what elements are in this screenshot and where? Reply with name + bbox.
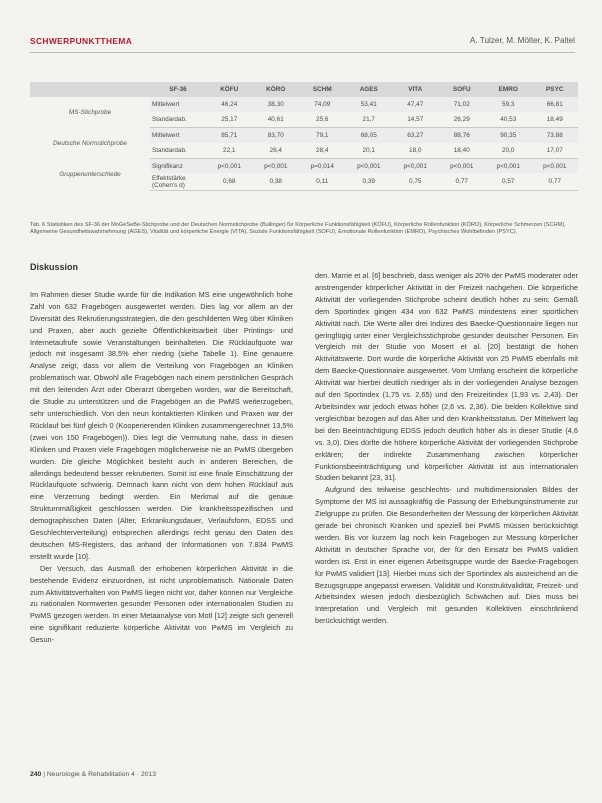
row-label: Effektstärke (Cohen's d)	[150, 173, 206, 191]
page-number: 240	[30, 771, 42, 778]
table-cell: 20,1	[346, 143, 393, 159]
table-cell: 90,35	[485, 128, 532, 144]
table-cell: p<0,001	[346, 159, 393, 174]
table-cell: 0,38	[253, 173, 300, 191]
table-cell: p<0,001	[392, 159, 439, 174]
table-cell: 21,7	[346, 112, 393, 128]
section-heading: Diskussion	[30, 262, 79, 272]
table-cell: 59,3	[485, 97, 532, 112]
table-cell: 0,11	[299, 173, 346, 191]
table-cell: 85,71	[206, 128, 253, 144]
column-header: KÖRO	[253, 82, 300, 97]
column-header: VITA	[392, 82, 439, 97]
table-cell: 40,61	[253, 112, 300, 128]
table-cell: 74,09	[299, 97, 346, 112]
column-header: SCHM	[299, 82, 346, 97]
table-cell: 46,24	[206, 97, 253, 112]
sf36-table	[30, 82, 578, 191]
table-cell: 20,0	[485, 143, 532, 159]
paragraph: Im Rahmen dieser Studie wurde für die Indikation MS eine ungewöhnlich hohe Zahl von 632 Fragebögen ausgewertet werden. Dies lag vor allem an der Diversität des Rekrutierungsstrategien, die den geschilderten Weg über Kliniken und Praxen, aber auch gezielte Öffentlichkeitsarbeit über Printings- und Internetaufrufe sowie Veranstaltungen beinhalteten. Die Rücklaufquote war jedoch mit insgesamt 38,5% eher niedrig (siehe Tabelle 1). Eine genauere Analyse zeigt, dass vor allem die Verteilung von Fragebögen an Kliniken problematisch war. Obwohl alle Fragebögen nach einem persönlichen Gespräch mit den leitenden Ärzt oder Oberarzt übergeben worden, war die Bereitschaft, die Studie zu unterstützen und die Fragebögen an die PwMS weiterzugeben, sehr unterschiedlich. Von den neun kontaktierten Kliniken und Praxen war der Rücklauf bei fünf gleich 0 (Kooperierenden Kliniken zusammengerechnet 13,5% (zwei von 150 Fragebögen)). Dies legt die Vermutung nahe, dass in diesen Kliniken und Praxen viele Fragebögen möglicherweise nie an PwMS übergeben wurden. Die gleiche Möglichkeit besteht auch in anderen Bereichen, die allerdings bedeutend besser rekrutierten. Somit ist eine finale Einschätzung der Rücklaufquote schwierig. Demnach kann nicht von dem hohen Rücklauf aus eine Verzerrung bedingt werden. Ein Merkmal auf die genaue Strukturnmäßigkeit geschlossen werden. Die krankheitsspezifischen und demographischen Daten (Alter, Erkrankungsdauer, Verlaufsform, EDSS und Geschlechterverteilung) entsprechen allerdings recht genau den Daten des deutschen MS-Registers, das anhand der Informationen von 7.834 PwMS erstellt wurde [10].	[30, 289, 293, 561]
table-cell: 79,1	[299, 128, 346, 144]
table-cell: 26,4	[253, 143, 300, 159]
group-label: Deutsche Normstichprobe	[53, 139, 127, 147]
table-caption: Tab. 6 Statistiken des SF-36 der MoGeSeBe-Stichprobe und der Deutschen Normstichprobe (Bullinger) für Körperliche Funktionsfähigkeit (KÖFU), Körperliche Rollenfunktion (KÖRO), Körperliche Schmerzen (SCHM), Allgemeine Gesundheitswahrnehmung (AGES), Vitalität und körperliche Energie (VITA), Soziale Funktionsfähigkeit (SOFU), Emotionale Rollenfunktion (EMRO), Psychisches Wohlbefinden (PSYC).	[30, 222, 566, 236]
group-label: MS-Stichprobe	[68, 108, 112, 116]
table-row	[30, 128, 578, 144]
table-cell: 53,41	[346, 97, 393, 112]
table-cell: 0,39	[346, 173, 393, 191]
column-header: AGES	[346, 82, 393, 97]
header-rule	[30, 52, 575, 53]
footer-separator: |	[43, 771, 47, 778]
table-header-row	[30, 82, 578, 97]
column-header: EMRO	[485, 82, 532, 97]
table-cell: 17,07	[532, 143, 579, 159]
text-column-left	[30, 262, 293, 646]
table-cell: 0,77	[532, 173, 579, 191]
table-cell: 71,02	[439, 97, 486, 112]
column-header: SF-36	[150, 82, 206, 97]
row-label: Standardab.	[150, 143, 206, 159]
table-cell: p=0,014	[299, 159, 346, 174]
table-cell: 25,6	[299, 112, 346, 128]
table-cell: 40,53	[485, 112, 532, 128]
table-cell: 88,76	[439, 128, 486, 144]
row-label: Mittelwert	[150, 128, 206, 144]
group-label: Gruppenunterschiede	[59, 171, 121, 178]
paragraph: den. Marrie et al. [6] beschrieb, dass weniger als 20% der PwMS moderater oder anstrengender körperlicher Aktivität in der Freizeit nachgehen. Die körperliche Aktivität der vorliegenden Stichprobe scheint deutlich höher zu sein: Gemäß dem Sportindex gingen 434 von 632 PwMS mindestens einer sportlichen Aktivität nach. Die Werte aller drei Indizes des Baecke-Questionnaire liegen nur geringfügig unter einer Vergleichsstichprobe gesunder deutscher Personen. Ein Vergleich mit der Studie von Mosert et al. [20] bestätigt die hohen Aktivitätswerte. Dort wurde die körperliche Aktivität von 25 PwMS ebenfalls mit dem Baecke-Questionnaire ausgewertet. Vom Umfang erscheint die körperliche Aktivität war hierbei deutlich niedriger als in der vorliegenden Analyse bezogen auf den Sportindex (1,75 vs. 2,65) und den Freizeitindex (1,93 vs. 2,43). Der Arbeitsindex war jedoch etwas höher (2,6 vs. 2,36). Die beiden Kollektive sind vergleichbar bezogen auf das Alter und den Krankheitsstatus. Der Mittelwert lag bei den Beeinträchtigung EDSS jedoch deutlich höher als in dieser Studie (4,6 vs. 3,0). Dies dürfte die höhere körperliche Aktivität der vorliegenden Stichprobe erklären; der indirekte Zusammenhang zwischen körperlicher Funktionsbeeinträchtigung und körperlicher Aktivität ist aus internationalen Studien bekannt [23, 31].	[315, 271, 578, 483]
column-header: SOFU	[439, 82, 486, 97]
column-header: KÖFU	[206, 82, 253, 97]
table-cell: 47,47	[392, 97, 439, 112]
table-cell: 28,4	[299, 143, 346, 159]
column-header: PSYC	[532, 82, 579, 97]
table-cell: 0,68	[206, 173, 253, 191]
table-cell: 22,1	[206, 143, 253, 159]
table-cell: 83,70	[253, 128, 300, 144]
running-authors: A. Tulzer, M. Mölter, K. Paltel	[469, 36, 575, 45]
table-cell: 63,27	[392, 128, 439, 144]
table-cell: 25,17	[206, 112, 253, 128]
table-cell: 0,77	[439, 173, 486, 191]
table-cell: 26,29	[439, 112, 486, 128]
row-label: Standardab.	[150, 112, 206, 128]
table-cell: p<0,001	[439, 159, 486, 174]
journal-name: Neurologie & Rehabilitation 4 · 2013	[46, 771, 157, 778]
section-rubric: SCHWERPUNKTTHEMA	[30, 36, 133, 46]
row-label: Mittelwert	[150, 97, 206, 112]
paragraph: Aufgrund des teilweise geschlechts- und multidimensionalen Bildes der Symptome der MS ist aussagkräftig die Passung der Erhebungsinstrumente zur Zielgruppe zu prüfen. Die Besonderheiten der Messung der körperlichen Aktivität gerade bei chronisch Kranken und speziell bei PwMS müssen berücksichtigt werden. Bis vor kurzem lag noch kein Fragebogen zur Messung körperlicher Aktivität in deutscher Sprache vor, der für den Einsatz bei PwMS validiert worden ist. Erst in einer eigenen Arbeitsgruppe wurde der Baecke-Fragebogen für PwMS validiert [13]. Hierbei muss sich der Sportindex als ausreichend an die Bezugsgruppe angepasst erweisen. Validität und Konstruktvalidität, Freizeit- und Arbeitsindex wiesen jedoch diesbezüglich Schwächen auf. Dies muss bei Interpretation und Vergleich mit gesunden Kollektiven einschränkend berücksichtigt werden.	[315, 485, 578, 626]
table-cell: 18,0	[392, 143, 439, 159]
table-cell: 73,88	[532, 128, 579, 144]
table-cell: 0,57	[485, 173, 532, 191]
table-row	[30, 97, 578, 112]
row-label: Signifikanz	[150, 159, 206, 174]
running-header	[30, 36, 575, 50]
table-cell: p<0,001	[253, 159, 300, 174]
table-cell: p<0,001	[532, 159, 579, 174]
table-row	[30, 159, 578, 174]
text-column-right	[315, 270, 578, 627]
table-cell: 18,40	[439, 143, 486, 159]
page-footer	[30, 771, 156, 778]
table-cell: 66,81	[532, 97, 579, 112]
table-cell: 18,49	[532, 112, 579, 128]
table-cell: p<0,001	[206, 159, 253, 174]
table-cell: 0,75	[392, 173, 439, 191]
table-cell: 38,30	[253, 97, 300, 112]
table-cell: 14,57	[392, 112, 439, 128]
table-cell: 68,05	[346, 128, 393, 144]
paragraph: Der Versuch, das Ausmaß der erhobenen körperlichen Aktivität in die bestehende Evidenz einzuordnen, ist nicht unproblematisch. Nationale Daten zum Aktivitätsverhalten von PwMS liegen nicht vor, daher können nur Vergleiche zu nationalen Normwerten gesunder Personen oder internationalen Studien zu PwMS gezogen werden. In einer Metaanalyse von Motl [12] zeigte sich generell eine signifikant reduzierte körperliche Aktivität von PwMS im Vergleich zu Gesun-	[30, 563, 293, 645]
table-cell: p<0,001	[485, 159, 532, 174]
